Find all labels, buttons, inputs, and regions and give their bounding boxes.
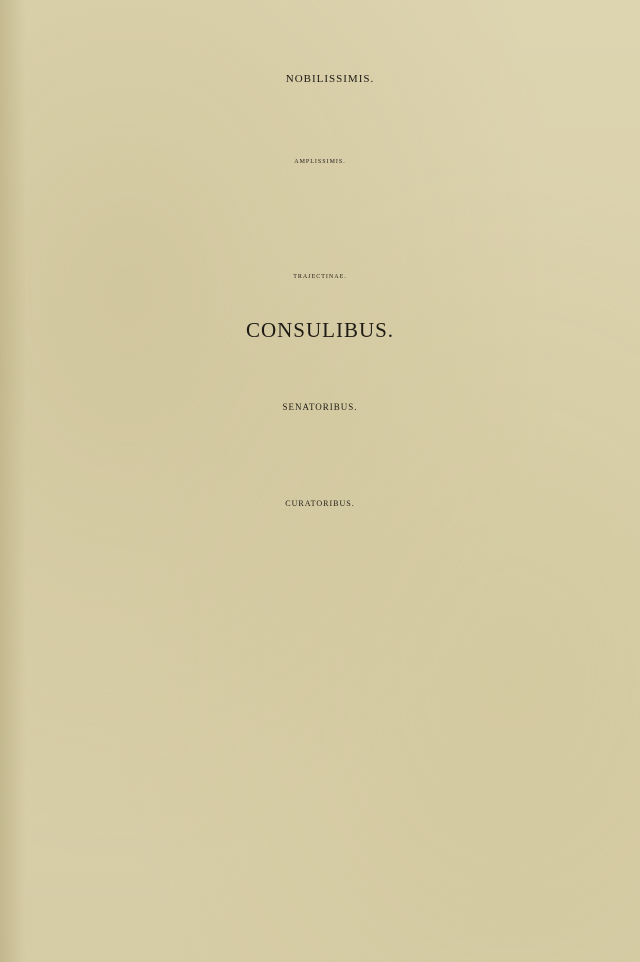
dedication-line-amplissimis: AMPLISSIMIS. [294, 159, 346, 165]
dedication-line-nobilissimis: NOBILISSIMIS. [285, 73, 375, 85]
dedication-line-curatoribus: CURATORIBUS. [285, 499, 355, 508]
dedication-line-consulibus: CONSULIBUS. [245, 318, 395, 342]
dedication-line-trajectinae: TRAJECTINAE. [293, 274, 347, 280]
dedication-line-senatoribus: SENATORIBUS. [282, 402, 358, 412]
